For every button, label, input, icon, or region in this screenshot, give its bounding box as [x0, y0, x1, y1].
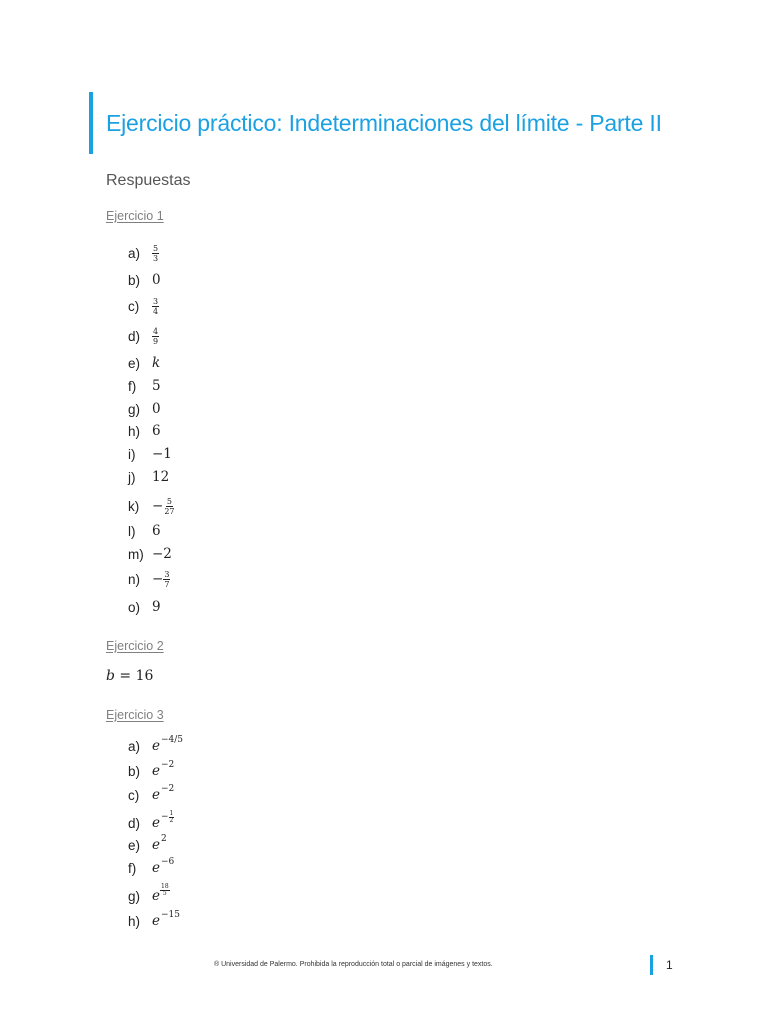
- fraction-numerator: 5: [166, 496, 172, 506]
- answer-number: 12: [152, 469, 170, 485]
- answer-item: [128, 443, 172, 465]
- fraction-denominator: 9: [153, 336, 159, 346]
- answer-value: [152, 760, 175, 779]
- answer-variable: k: [152, 355, 161, 371]
- answer-value: [152, 857, 175, 876]
- euler-base: e: [152, 888, 160, 904]
- fraction-numerator: 18: [161, 882, 169, 890]
- euler-base: e: [152, 738, 160, 754]
- answer-label: i): [128, 446, 136, 462]
- answer-label: h): [128, 423, 141, 439]
- answer-label: d): [128, 328, 141, 344]
- answer-value: [152, 570, 170, 589]
- fraction-denominator: 27: [164, 506, 175, 516]
- answer-item: [128, 784, 174, 806]
- answer-label: l): [128, 523, 136, 539]
- answer-number: 6: [152, 423, 161, 439]
- answer-label: o): [128, 599, 141, 615]
- answer-item: [128, 760, 174, 782]
- answer-item: [128, 543, 172, 565]
- answer-label: a): [128, 738, 141, 754]
- equation-operator: =: [114, 668, 136, 684]
- answer-item: [128, 495, 176, 517]
- fraction-numerator: 5: [153, 243, 159, 253]
- fraction-numerator: 4: [153, 326, 159, 336]
- euler-base: e: [152, 860, 160, 876]
- euler-base: e: [152, 913, 160, 929]
- answer-label: k): [128, 498, 140, 514]
- answer-item: [128, 520, 161, 542]
- answer-fraction: [163, 497, 175, 516]
- answer-label: f): [128, 860, 137, 876]
- fraction-numerator: 1: [169, 809, 174, 817]
- answer-value: [152, 546, 172, 562]
- answer-item: [128, 375, 161, 397]
- answer-fraction: [152, 244, 159, 263]
- answer-item: [128, 420, 161, 442]
- page-title: Ejercicio práctico: Indeterminaciones del límite - Parte II: [106, 110, 662, 136]
- answer-number: −2: [152, 546, 172, 562]
- answer-value: [152, 882, 170, 904]
- answer-label: g): [128, 888, 141, 904]
- answer-value: [152, 469, 169, 485]
- answer-item: [128, 857, 174, 879]
- answer-sign: −: [152, 498, 164, 514]
- answer-value: [152, 735, 184, 754]
- answer-number: 0: [152, 401, 161, 417]
- answer-label: g): [128, 401, 141, 417]
- answer-label: b): [128, 763, 141, 779]
- answer-value: [152, 784, 175, 803]
- euler-base: e: [152, 787, 160, 803]
- answer-label: c): [128, 787, 140, 803]
- answer-item: [128, 910, 180, 932]
- answer-value: [152, 355, 160, 371]
- answer-number: 5: [152, 378, 161, 394]
- exercise-2-heading: Ejercicio 2: [106, 639, 164, 653]
- section-heading: Respuestas: [106, 172, 191, 189]
- answer-item: [128, 269, 161, 291]
- exponent: −4/5: [161, 735, 184, 745]
- answer-number: −1: [152, 446, 172, 462]
- answer-label: b): [128, 272, 141, 288]
- exponent: −15: [161, 910, 180, 920]
- answer-label: c): [128, 298, 140, 314]
- answer-label: f): [128, 378, 137, 394]
- equation-variable: b: [106, 668, 115, 684]
- equation-value: 16: [135, 668, 154, 684]
- exponent-sign: −: [161, 812, 169, 822]
- fraction-numerator: 3: [153, 296, 159, 306]
- exponent-fraction: [160, 884, 170, 897]
- fraction-denominator: 5: [162, 889, 167, 897]
- answer-item: [128, 466, 169, 488]
- title-accent-bar: [89, 92, 93, 154]
- answer-value: [152, 809, 174, 831]
- footer-accent-bar: [650, 955, 653, 975]
- fraction-denominator: 7: [164, 579, 170, 589]
- page-number: 1: [666, 958, 673, 972]
- answer-label: e): [128, 355, 141, 371]
- exponent: 2: [161, 834, 167, 844]
- answer-item: [128, 242, 159, 264]
- answer-label: n): [128, 571, 141, 587]
- answer-value: [152, 446, 172, 462]
- answer-value: [152, 401, 161, 417]
- answer-fraction: [152, 297, 159, 316]
- answer-label: h): [128, 913, 141, 929]
- exercise-1-heading: Ejercicio 1: [106, 209, 164, 223]
- answer-label: d): [128, 815, 141, 831]
- footer-copyright: ® Universidad de Palermo. Prohibida la reproducción total o parcial de imágenes y textos.: [214, 961, 493, 968]
- answer-item: [128, 735, 183, 757]
- answer-value: [152, 244, 159, 263]
- fraction-denominator: 2: [169, 816, 174, 824]
- answer-item: [128, 325, 159, 347]
- answer-item: [128, 834, 167, 856]
- answer-item: [128, 295, 159, 317]
- answer-label: a): [128, 245, 141, 261]
- answer-value: [152, 378, 161, 394]
- answer-item: [128, 809, 174, 834]
- answer-item: [128, 596, 161, 618]
- fraction-denominator: 3: [153, 253, 159, 263]
- answer-label: m): [128, 546, 144, 562]
- answer-number: 0: [152, 272, 161, 288]
- answer-value: [152, 423, 161, 439]
- answer-label: e): [128, 837, 141, 853]
- answer-value: [152, 910, 180, 929]
- answer-value: [152, 297, 159, 316]
- euler-base: e: [152, 763, 160, 779]
- answer-value: [152, 327, 159, 346]
- fraction-denominator: 4: [153, 306, 159, 316]
- exponent: −2: [161, 760, 175, 770]
- exercise-2-answer: [106, 668, 153, 684]
- answer-fraction: [152, 327, 159, 346]
- answer-item: [128, 882, 170, 907]
- exponent: −2: [161, 784, 175, 794]
- answer-value: [152, 599, 161, 615]
- exercise-3-heading: Ejercicio 3: [106, 708, 164, 722]
- answer-value: [152, 523, 161, 539]
- euler-base: e: [152, 815, 160, 831]
- fraction-numerator: 3: [164, 569, 170, 579]
- answer-number: 6: [152, 523, 161, 539]
- answer-item: [128, 398, 161, 420]
- answer-label: j): [128, 469, 136, 485]
- answer-value: [152, 272, 161, 288]
- answer-number: 9: [152, 599, 161, 615]
- answer-item: [128, 352, 160, 374]
- answer-value: [152, 497, 176, 516]
- answer-fraction: [163, 570, 170, 589]
- exponent-fraction: [169, 811, 175, 824]
- answer-sign: −: [152, 571, 164, 587]
- euler-base: e: [152, 837, 160, 853]
- answer-item: [128, 568, 170, 590]
- exponent: −6: [161, 857, 175, 867]
- answer-value: [152, 834, 167, 853]
